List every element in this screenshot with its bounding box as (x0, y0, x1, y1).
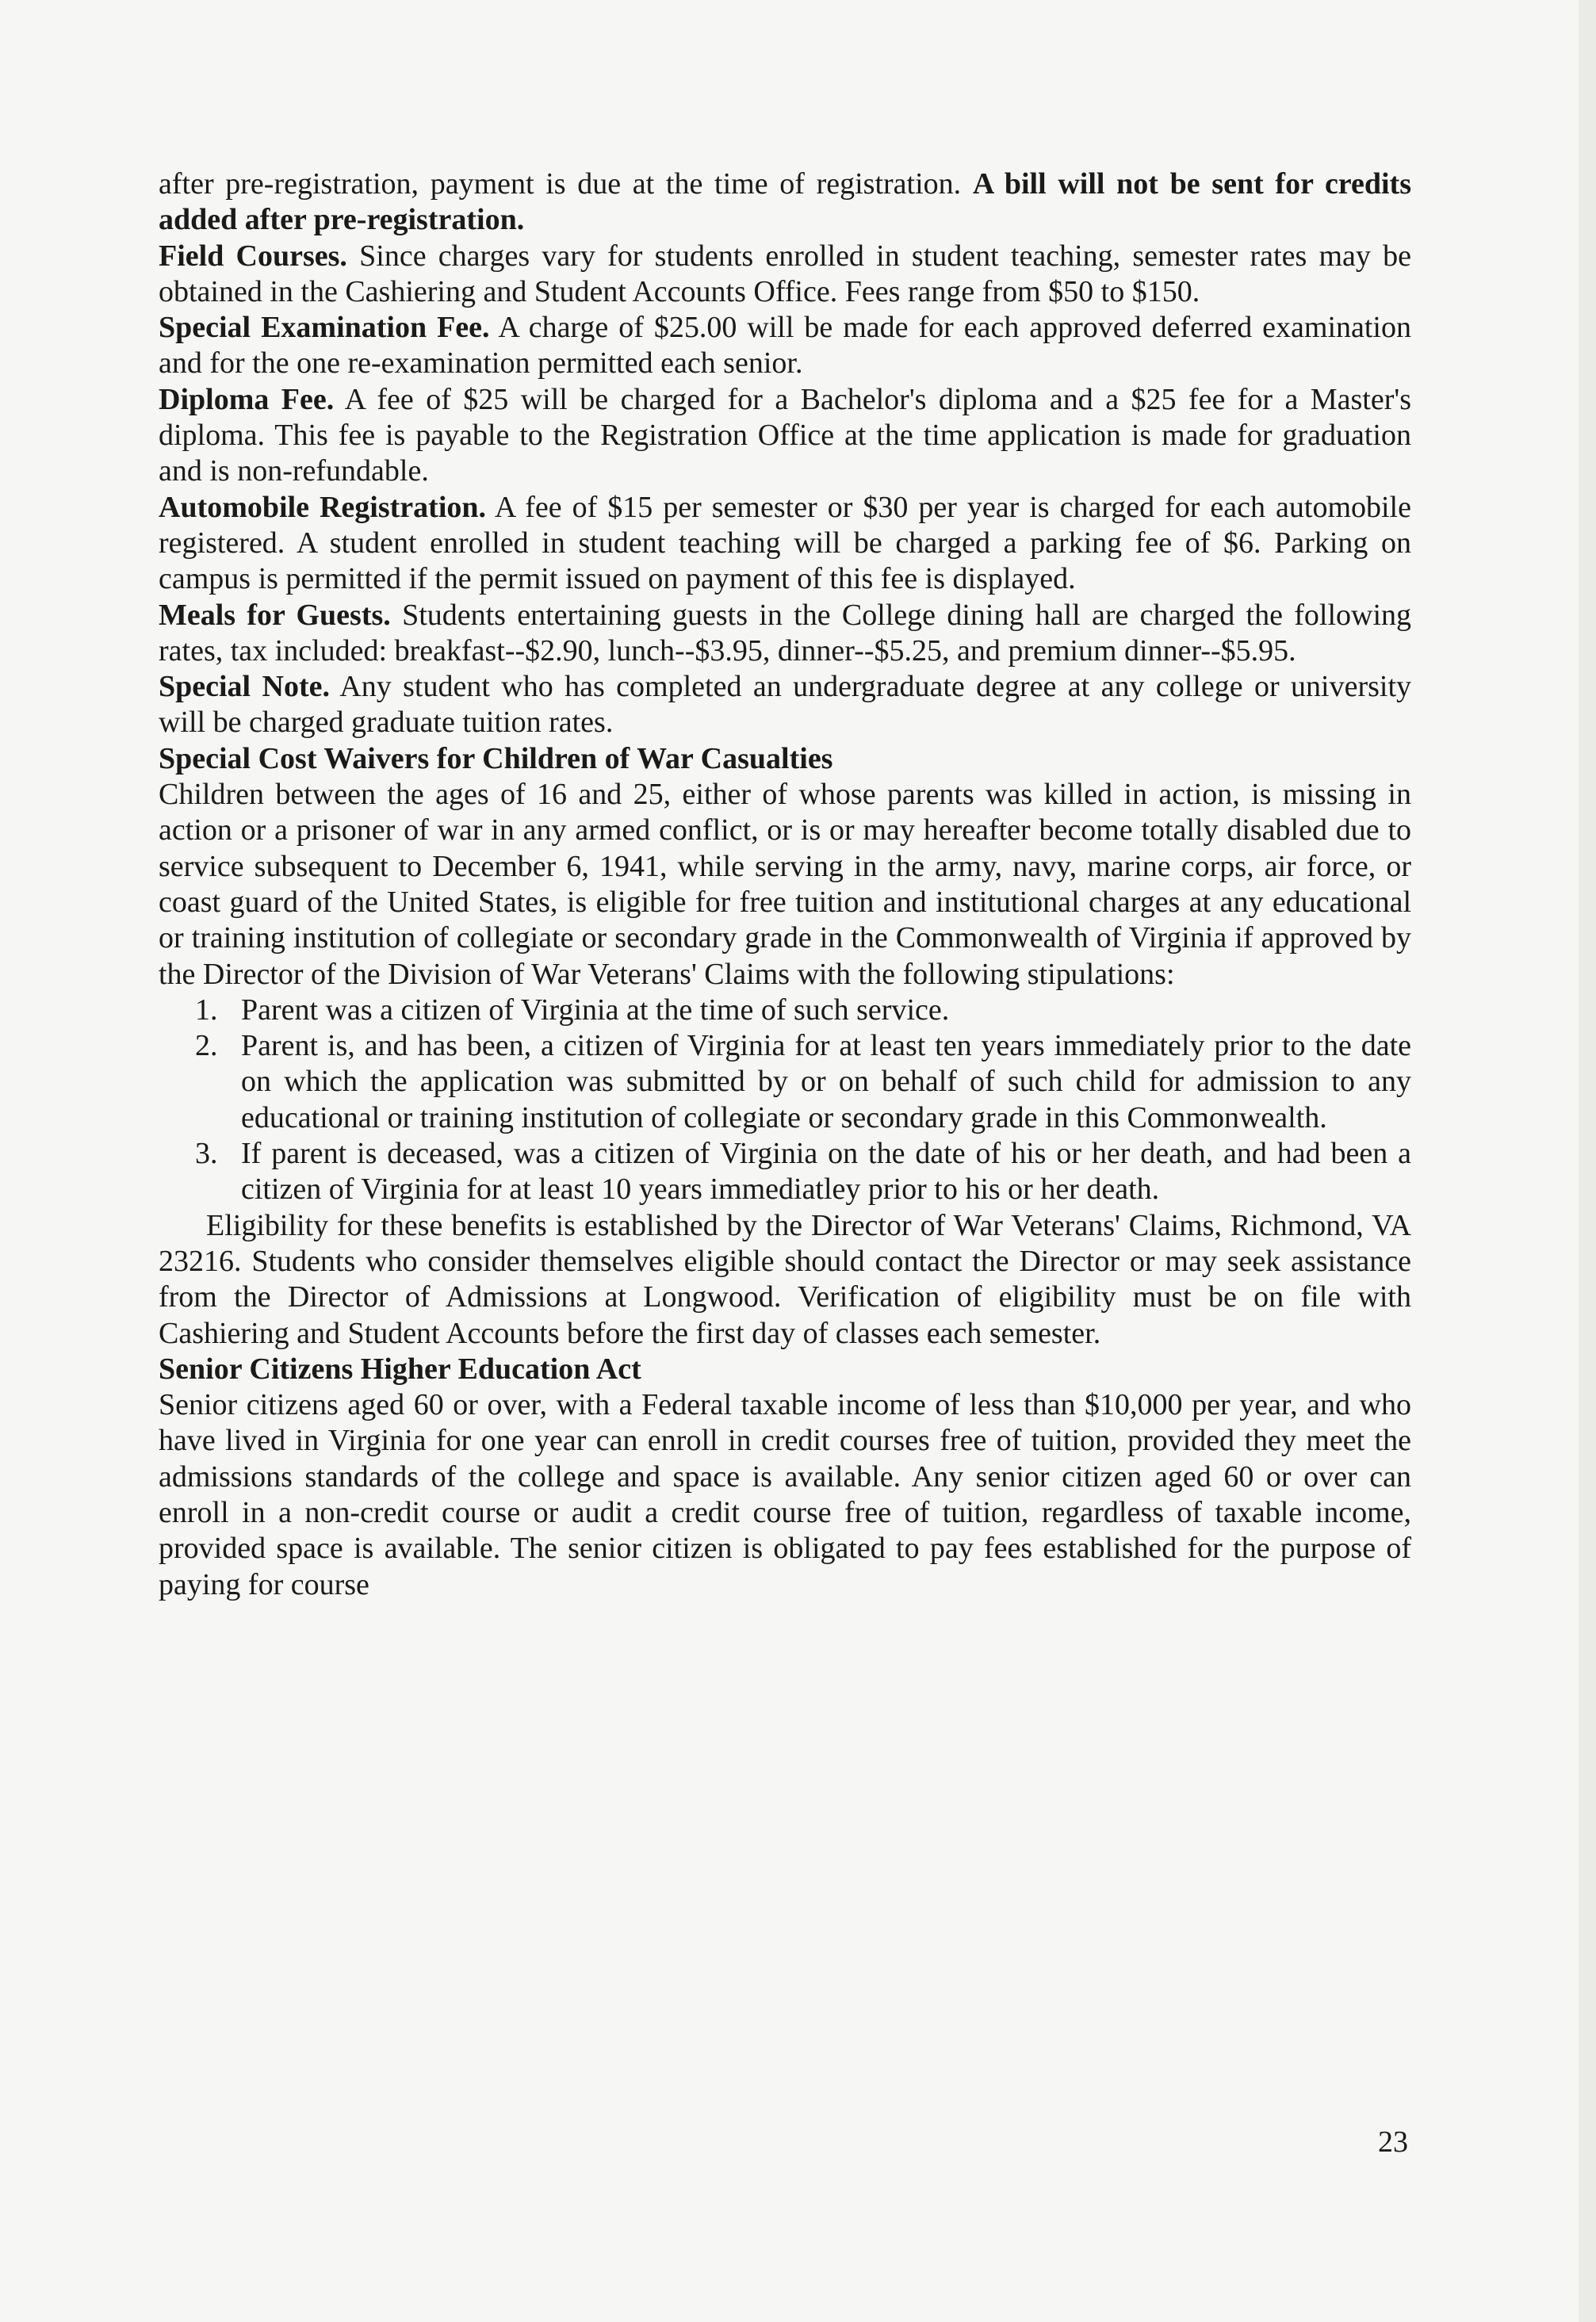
field-courses-text: Since charges vary for students enrolled in student teaching, semester rates may be obtained in the Cashiering and Student Accounts Office. Fees range from $50 to $150. (159, 239, 1411, 308)
special-note-title: Special Note. (159, 670, 330, 704)
continuation-text: after pre-registration, payment is due at the time of registration. (159, 167, 973, 201)
meals-title: Meals for Guests. (159, 598, 391, 632)
automobile-title: Automobile Registration. (159, 490, 487, 524)
stipulation-number: 1. (195, 993, 218, 1027)
diploma-fee-title: Diploma Fee. (159, 382, 335, 416)
page-edge-shadow (1579, 0, 1596, 2322)
special-exam-title: Special Examination Fee. (159, 311, 490, 345)
page-number: 23 (1378, 2125, 1408, 2159)
stipulation-text: Parent is, and has been, a citizen of Virginia for at least ten years immediately prior to the date on which the application was submitted by or on behalf of such child for admission to any educational or training institution of collegiate or secondary grade in this Commonwealth. (241, 1029, 1411, 1134)
senior-citizens-paragraph: Senior citizens aged 60 or over, with a Federal taxable income of less than $10,000 per year, and who have lived in Virginia for one year can enroll in credit courses free of tuition, provided they meet the admissions standards of the college and space is available. Any senior citizen aged 60 or over can enroll in a non-credit course or audit a credit course free of tuition, regardless of taxable income, provided space is available. The senior citizen is obligated to pay fees established for the purpose of paying for course (159, 1388, 1411, 1601)
diploma-fee-paragraph (159, 382, 1411, 490)
special-note-text: Any student who has completed an undergraduate degree at any college or university will be charged graduate tuition rates. (159, 670, 1412, 740)
meals-text: Students entertaining guests in the College dining hall are charged the following rates, tax included: breakfast--$2.90, lunch--$3.95, dinner--$5.25, and premium dinner--$5.95. (159, 598, 1412, 668)
stipulation-text: If parent is deceased, was a citizen of Virginia on the date of his or her death, and had been a citizen of Virginia for at least 10 years immediatley prior to his or her death. (241, 1137, 1411, 1207)
automobile-text: A fee of $15 per semester or $30 per year is charged for each automobile registered. A student enrolled in student teaching will be charged a parking fee of $6. Parking on campus is permitted if the permit issued on payment of this fee is displayed. (159, 490, 1411, 596)
diploma-fee-text: A fee of $25 will be charged for a Bachelor's diploma and a $25 fee for a Master's diploma. This fee is payable to the Registration Office at the time application is made for graduation and is non-refundable. (159, 382, 1411, 488)
continuation-paragraph (159, 166, 1411, 239)
list-item (159, 1136, 1411, 1208)
war-casualties-intro: Children between the ages of 16 and 25, either of whose parents was killed in action, is missing in action or a prisoner of war in any armed conflict, or is or may hereafter become totally disabled due to service subsequent to December 6, 1941, while serving in the army, navy, marine corps, air force, or coast guard of the United States, is eligible for free tuition and institutional charges at any educational or training institution of collegiate or secondary grade in the Commonwealth of Virginia if approved by the Director of the Division of War Veterans' Claims with the following stipulations: (159, 778, 1411, 991)
list-item (159, 1028, 1411, 1136)
special-exam-text: A charge of $25.00 will be made for each approved deferred examination and for the one re-examination permitted each senior. (159, 311, 1411, 381)
stipulation-number: 3. (195, 1137, 218, 1171)
senior-citizens-heading: Senior Citizens Higher Education Act (159, 1352, 641, 1386)
field-courses-paragraph (159, 239, 1411, 311)
continuation-bold-note: A bill will not be sent for credits added after pre-registration. (159, 167, 1411, 237)
stipulation-text: Parent was a citizen of Virginia at the time of such service. (241, 993, 950, 1027)
war-casualties-heading: Special Cost Waivers for Children of War Casualties (159, 741, 833, 775)
special-exam-paragraph (159, 310, 1411, 382)
stipulations-list (159, 993, 1411, 1208)
list-item (159, 993, 1411, 1028)
automobile-paragraph (159, 490, 1411, 598)
special-note-paragraph (159, 669, 1411, 741)
field-courses-title: Field Courses. (159, 239, 347, 273)
eligibility-paragraph: Eligibility for these benefits is established by the Director of War Veterans' Claims, Richmond, VA 23216. Students who consider themselves eligible should contact the Director or may seek assistance from the Director of Admissions at Longwood. Verification of eligibility must be on file with Cashiering and Student Accounts before the first day of classes each semester. (159, 1208, 1411, 1350)
meals-paragraph (159, 598, 1411, 670)
stipulation-number: 2. (195, 1029, 218, 1063)
document-page (159, 166, 1411, 1603)
